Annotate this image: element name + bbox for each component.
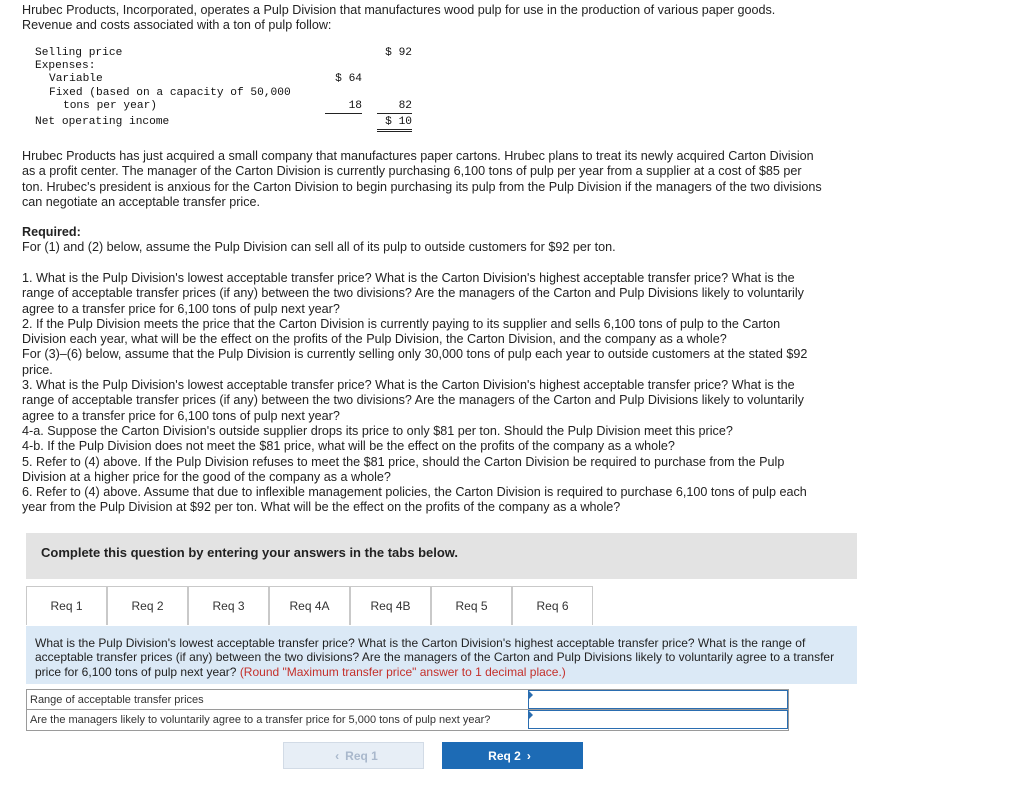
tab-req-5[interactable]: Req 5 [431, 586, 512, 625]
tab-req-2[interactable]: Req 2 [107, 586, 188, 625]
requirement-tabs [26, 586, 593, 627]
variable-row [35, 73, 385, 86]
tab-question-text: What is the Pulp Division's lowest acceptable transfer price? What is the Carton Division's highest acceptable transfer price? What is the range of acceptable transfer prices (if any) between the two divisions? Are the managers of the Carton and Pulp Divisions likely to voluntarily agree to a transfer price for 6,100 tons of pulp next year? [35, 636, 835, 679]
answer-label-agree: Are the managers likely to voluntarily agree to a transfer price for 5,000 tons of pulp next year? [30, 714, 491, 726]
answer-table [26, 689, 789, 731]
question-6: 6. Refer to (4) above. Assume that due to inflexible management policies, the Carton Division is required to purchase 6,100 tons of pulp each year from the Pulp Division at $92 per ton. What will be the effect on the profits of the company as a whole? [22, 485, 807, 515]
fixed-row-1 [35, 87, 385, 100]
required-text: For (1) and (2) below, assume the Pulp Division can sell all of its pulp to outside customers for $92 per ton. [22, 240, 616, 255]
question-5: 5. Refer to (4) above. If the Pulp Division refuses to meet the $81 price, should the Carton Division be required to purchase from the Pulp Division at a higher price for the good of the company as a whole? [22, 454, 785, 484]
question-list [22, 271, 822, 516]
agree-input[interactable] [528, 710, 788, 729]
next-button[interactable] [442, 742, 583, 769]
rounding-note: (Round "Maximum transfer price" answer to 1 decimal place.) [239, 664, 566, 679]
fixed-row-2 [35, 99, 412, 113]
chevron-right-icon: › [526, 748, 531, 763]
expenses-label: Expenses: [35, 60, 96, 73]
pulp-cost-table [35, 47, 412, 129]
variable-value: $ 64 [335, 73, 362, 86]
required-label: Required: [22, 225, 81, 239]
chevron-left-icon: ‹ [335, 748, 340, 763]
question-2: 2. If the Pulp Division meets the price that the Carton Division is currently paying to its supplier and sells 6,100 tons of pulp to the Carton Division each year, what will be the effect on the profits of the Pulp Division, the Carton Division, and the company as a whole? [22, 316, 781, 347]
variable-label: Variable [49, 73, 103, 86]
tab-req-6[interactable]: Req 6 [512, 586, 593, 625]
tab-req-3[interactable]: Req 3 [188, 586, 269, 625]
tab-req-1[interactable]: Req 1 [26, 586, 107, 625]
prev-button[interactable] [283, 742, 424, 769]
selling-price-label: Selling price [35, 47, 123, 59]
question-3-6-note: For (3)–(6) below, assume that the Pulp Division is currently selling only 30,000 tons of pulp each year to outside customers at the stated $92 price. [22, 347, 808, 377]
answer-row-agree [26, 710, 789, 731]
selling-price-row [35, 47, 412, 60]
required-section [22, 225, 822, 256]
question-4b: 4-b. If the Pulp Division does not meet the $81 price, what will be the effect on the profits of the company as a whole? [22, 439, 675, 454]
range-input[interactable] [528, 690, 788, 709]
net-income-row [35, 115, 412, 129]
tab-question-panel [26, 626, 857, 684]
question-1: 1. What is the Pulp Division's lowest acceptable transfer price? What is the Carton Division's highest acceptable transfer price? What is the range of acceptable transfer prices (if any) between the two divisions? Are the managers of the Carton and Pulp Divisions likely to voluntarily agree to a transfer price for 6,100 tons of pulp next year? [22, 271, 804, 316]
tab-req-4a[interactable]: Req 4A [269, 586, 350, 625]
fixed-label-1: Fixed (based on a capacity of 50,000 [49, 86, 291, 99]
net-income-value: $ 10 [377, 116, 412, 132]
tab-req-4b[interactable]: Req 4B [350, 586, 431, 625]
next-button-label: Req 2 [488, 748, 521, 763]
instructions-text: Complete this question by entering your answers in the tabs below. [41, 545, 459, 560]
fixed-label-2: tons per year) [63, 99, 157, 112]
question-4a: 4-a. Suppose the Carton Division's outside supplier drops its price to only $81 per ton. Should the Pulp Division meet this price? [22, 423, 733, 438]
fixed-value: 18 [325, 100, 362, 114]
expenses-row [35, 60, 385, 73]
instructions-bar [26, 533, 857, 579]
selling-price-value: $ 92 [385, 47, 412, 59]
input-marker-icon [529, 691, 533, 699]
answer-label-range: Range of acceptable transfer prices [30, 694, 204, 706]
scenario-text: Hrubec Products has just acquired a small company that manufactures paper cartons. Hrubec plans to treat its newly acquired Carton Division as a profit center. The manager of the Carton Division is currently purchasing 6,100 tons of pulp per year from a supplier at a cost of $85 per ton. Hrubec's president is anxious for the Carton Division to begin purchasing its pulp from the Pulp Division if the managers of the two divisions can negotiate an acceptable transfer price. [22, 149, 822, 209]
question-3: 3. What is the Pulp Division's lowest acceptable transfer price? What is the Carton Division's highest acceptable transfer price? What is the range of acceptable transfer prices (if any) between the two divisions? Are the managers of the Carton and Pulp Divisions likely to voluntarily agree to a transfer price for 6,100 tons of pulp next year? [22, 378, 804, 423]
net-income-label: Net operating income [35, 115, 170, 128]
input-marker-icon [529, 711, 533, 719]
prev-button-label: Req 1 [345, 748, 378, 763]
total-expenses-value: 82 [377, 100, 412, 114]
intro-text: Hrubec Products, Incorporated, operates a Pulp Division that manufactures wood pulp for use in the production of various paper goods. Revenue and costs associated with a ton of pulp follow: [22, 3, 776, 33]
answer-row-range [26, 689, 789, 710]
